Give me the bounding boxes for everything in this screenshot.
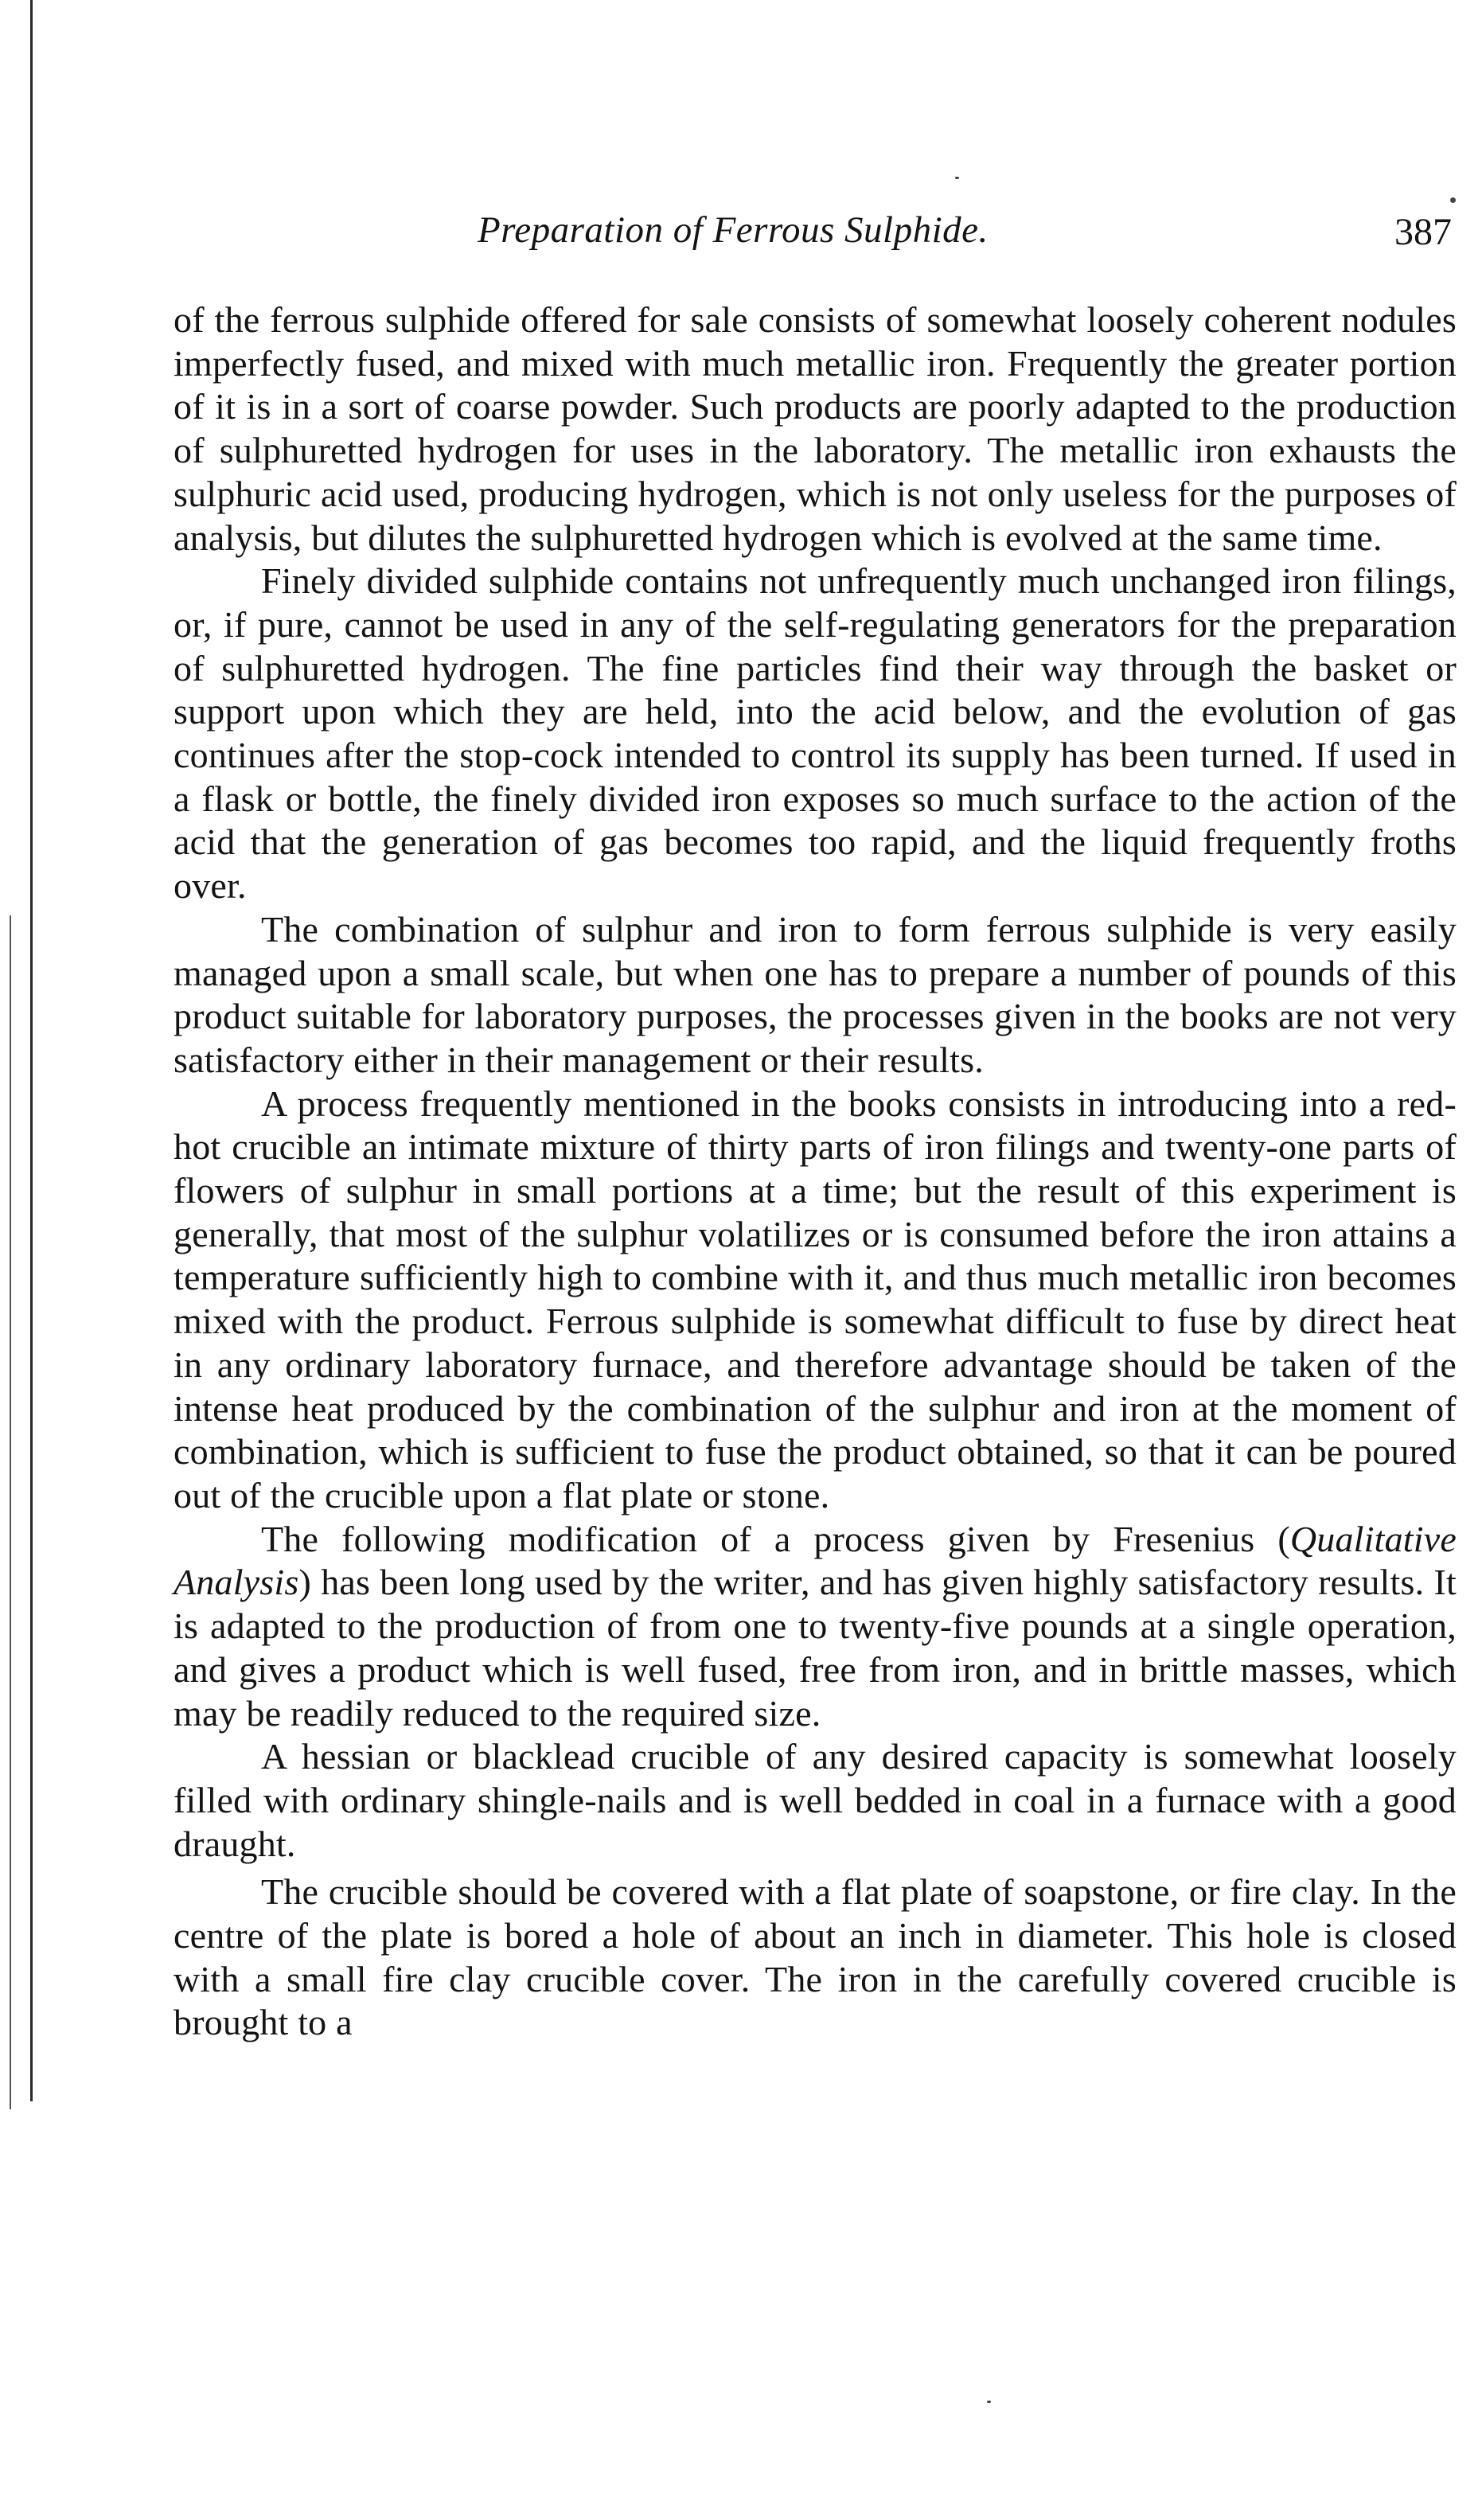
page-edge-rule-secondary <box>10 915 11 2109</box>
paragraph-3: The combination of sulphur and iron to form ferrous sulphide is very easily managed upon a small scale, but when one has to prepare a number of pounds of this product suitable for laboratory purposes, the processes given in the books are not very satisfactory either in their management or their results. <box>174 908 1457 1080</box>
paragraph-7: The crucible should be covered with a flat plate of soapstone, or fire clay. In the centre of the plate is bored a hole of about an inch in diameter. This hole is closed with a small fire clay crucible cover. The iron in the carefully covered crucible is brought to a <box>174 1871 1457 2043</box>
paragraph-5 <box>174 1518 1457 1736</box>
page-header <box>175 209 1452 264</box>
print-speck <box>1450 197 1456 203</box>
citation-title: Qualitative Analysis <box>174 1518 1457 1603</box>
page-edge-rule <box>30 0 33 2101</box>
paragraph-2: Finely divided sulphide contains not unfrequently much unchanged iron filings, or, if pure, cannot be used in any of the self-regulating generators for the preparation of sulphuretted hydrogen. The fine particles find their way through the basket or support upon which they are held, into the acid below, and the evolution of gas continues after the stop-cock intended to control its supply has been turned. If used in a flask or bottle, the finely divided iron exposes so much surface to the action of the acid that the generation of gas becomes too rapid, and the liquid frequently froths over. <box>174 560 1457 907</box>
paragraph-5-start: The following modification of a process given by Fresenius ( <box>261 1518 1290 1559</box>
paragraph-1: of the ferrous sulphide offered for sale consists of somewhat loosely coherent nodules imperfectly fused, and mixed with much metallic iron. Frequently the greater portion of it is in a sort of coarse powder. Such products are poorly adapted to the production of sulphuretted hydrogen for uses in the laboratory. The metallic iron exhausts the sulphuric acid used, producing hydrogen, which is not only useless for the purposes of analysis, but dilutes the sulphuretted hydrogen which is evolved at the same time. <box>174 299 1457 558</box>
running-title: Preparation of Ferrous Sulphide. <box>478 209 989 251</box>
paragraph-4: A process frequently mentioned in the books consists in introducing into a red-hot crucible an intimate mixture of thirty parts of iron filings and twenty-one parts of flowers of sulphur in small portions at a time; but the result of this experiment is generally, that most of the sulphur volatilizes or is consumed before the iron attains a temperature sufficiently high to combine with it, and thus much metallic iron becomes mixed with the product. Ferrous sulphide is somewhat difficult to fuse by direct heat in any ordinary laboratory furnace, and therefore advantage should be taken of the intense heat produced by the combination of the sulphur and iron at the moment of combination, which is sufficient to fuse the product obtained, so that it can be poured out of the crucible upon a flat plate or stone. <box>174 1083 1457 1516</box>
body-text <box>174 298 1457 2045</box>
print-speck <box>955 177 959 179</box>
page-number: 387 <box>1394 211 1452 253</box>
print-speck <box>987 2401 991 2403</box>
paragraph-6: A hessian or blacklead crucible of any desired capacity is somewhat loosely filled with ordinary shingle-nails and is well bedded in coal in a furnace with a good draught. <box>174 1736 1457 1864</box>
paragraph-5-end: ) has been long used by the writer, and has given highly satisfactory results. It is adapted to the production of from one to twenty-five pounds at a single operation, and gives a product which is well fused, free from iron, and in brittle masses, which may be readily reduced to the required size. <box>174 1562 1457 1734</box>
